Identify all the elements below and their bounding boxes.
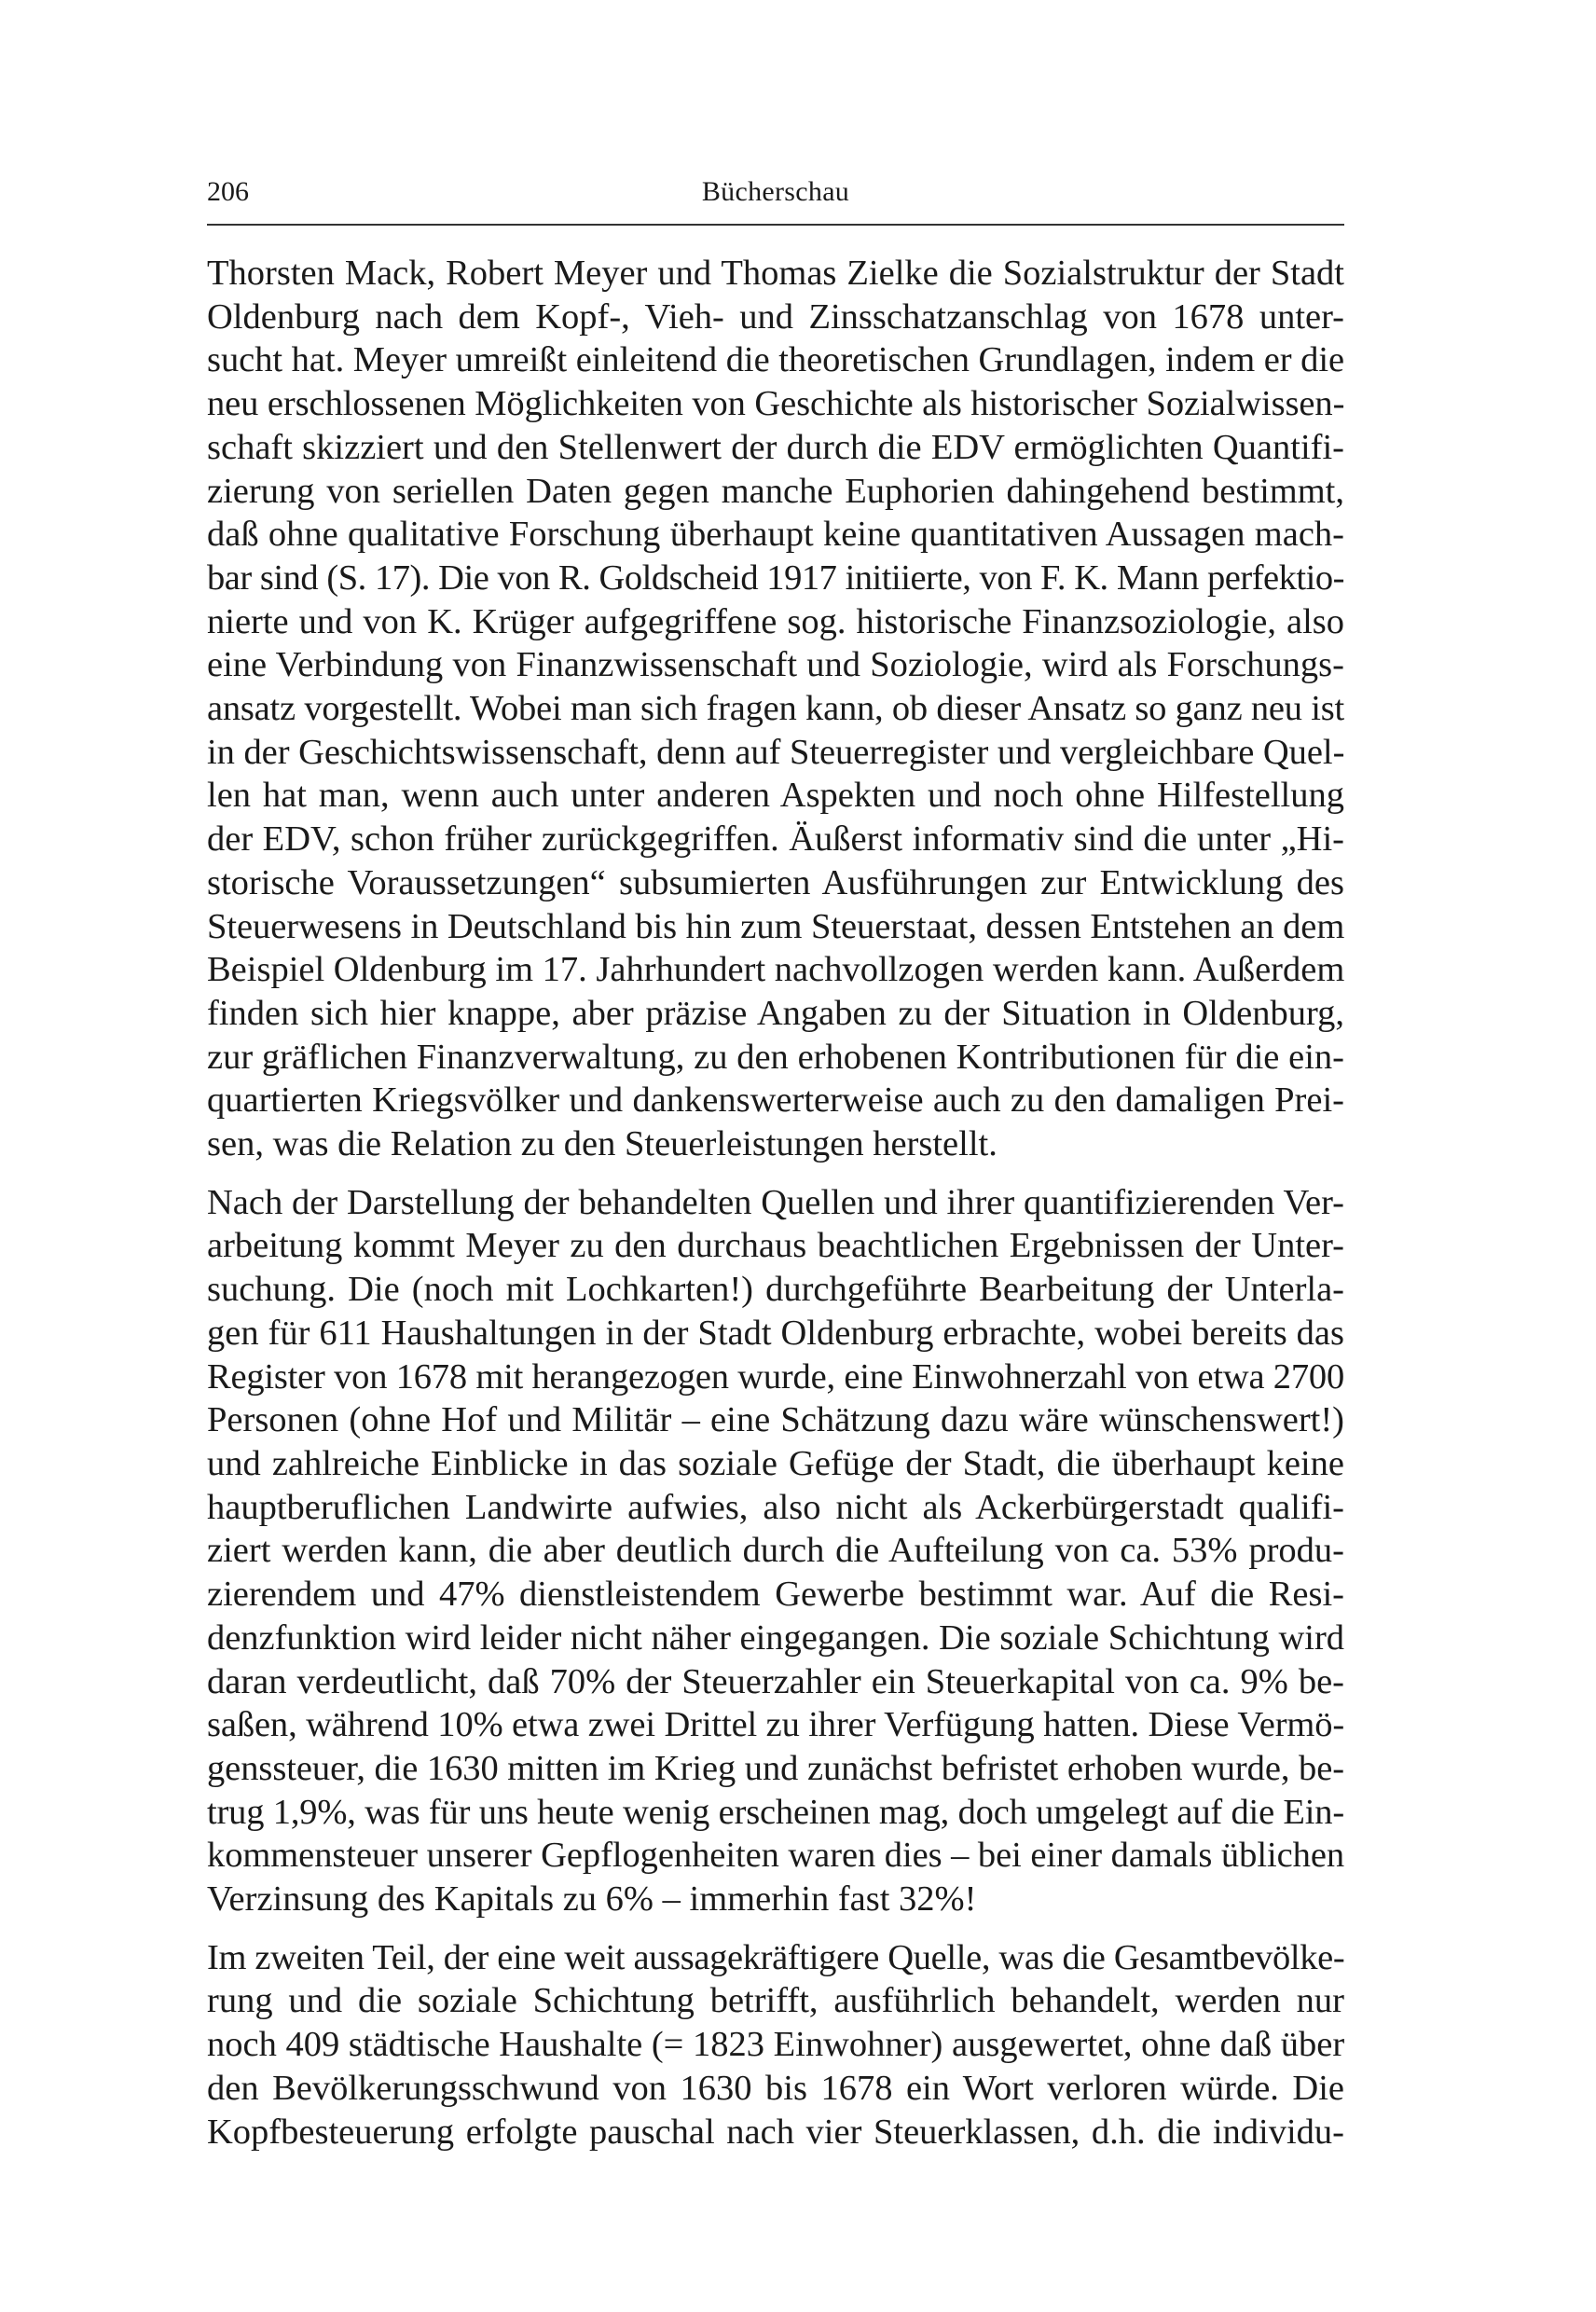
header-rule — [207, 224, 1344, 226]
text-line: denzfunktion wird leider nicht näher eingegangen. Die soziale Schichtung wird — [207, 1617, 1344, 1658]
text-line: Steuerwesens in Deutschland bis hin zum Steuerstaat, dessen Entstehen an dem — [207, 906, 1345, 946]
text-line: rung und die soziale Schichtung betrifft, ausführlich behandelt, werden nur — [207, 1981, 1344, 2021]
section-title: Bücherschau — [701, 176, 850, 207]
text-line: der EDV, schon früher zurückgegriffen. Äußerst informativ sind die unter „Hi- — [207, 819, 1344, 860]
text-line: finden sich hier knappe, aber präzise Angaben zu der Situation in Oldenburg, — [207, 993, 1344, 1033]
running-head — [207, 173, 1344, 211]
text-line: suchung. Die (noch mit Lochkarten!) durchgeführte Bearbeitung der Unterla- — [207, 1270, 1344, 1310]
text-line: bar sind (S. 17). Die von R. Goldscheid 1917 initiierte, von F. K. Mann perfektio- — [207, 557, 1344, 598]
text-line: daran verdeutlicht, daß 70% der Steuerzahler ein Steuerkapital von ca. 9% be- — [207, 1661, 1344, 1701]
text-line: schaft skizziert und den Stellenwert der durch die EDV ermöglichten Quantifi- — [207, 427, 1344, 467]
text-line: eine Verbindung von Finanzwissenschaft und Soziologie, wird als Forschungs- — [207, 645, 1344, 685]
text-line: den Bevölkerungsschwund von 1630 bis 1678 ein Wort verloren würde. Die — [207, 2068, 1344, 2108]
text-line: saßen, während 10% etwa zwei Drittel zu ihrer Verfügung hatten. Diese Vermö- — [207, 1705, 1345, 1745]
text-line: quartierten Kriegsvölker und dankenswerterweise auch zu den damaligen Prei- — [207, 1080, 1344, 1121]
text-line: Verzinsung des Kapitals zu 6% – immerhin fast 32%! — [207, 1879, 977, 1920]
text-line: hauptberuflichen Landwirte aufwies, also nicht als Ackerbürgerstadt qualifi- — [207, 1487, 1344, 1527]
text-line: storische Voraussetzungen“ subsumierten Ausführungen zur Entwicklung des — [207, 862, 1344, 902]
text-line: Thorsten Mack, Robert Meyer und Thomas Zielke die Sozialstruktur der Stadt — [207, 254, 1344, 293]
text-line: zierung von seriellen Daten gegen manche Euphorien dahingehend bestimmt, — [207, 471, 1344, 511]
text-line: sen, was die Relation zu den Steuerleistungen herstellt. — [207, 1124, 998, 1164]
text-line: sucht hat. Meyer umreißt einleitend die theoretischen Grundlagen, indem er die — [207, 340, 1345, 380]
text-line: Personen (ohne Hof und Militär – eine Schätzung dazu wäre wünschenswert!) — [207, 1400, 1344, 1440]
text-line: Kopfbesteuerung erfolgte pauschal nach vier Steuerklassen, d.h. die individu- — [207, 2112, 1344, 2152]
text-line: Nach der Darstellung der behandelten Quellen und ihrer quantifizierenden Ver- — [207, 1182, 1344, 1222]
body-text — [207, 252, 1344, 2154]
text-line: trug 1,9%, was für uns heute wenig erscheinen mag, doch umgelegt auf die Ein- — [207, 1792, 1344, 1832]
paragraph — [207, 252, 1344, 1166]
text-line: nierte und von K. Krüger aufgegriffene sog. historische Finanzsoziologie, also — [207, 601, 1344, 641]
text-line: Oldenburg nach dem Kopf-, Vieh- und Zinsschatzanschlag von 1678 unter- — [207, 296, 1344, 337]
text-line: arbeitung kommt Meyer zu den durchaus beachtlichen Ergebnissen der Unter- — [207, 1226, 1344, 1266]
text-line: noch 409 städtische Haushalte (= 1823 Einwohner) ausgewertet, ohne daß über — [207, 2025, 1345, 2065]
text-line: ziert werden kann, die aber deutlich durch die Aufteilung von ca. 53% produ- — [207, 1531, 1344, 1571]
text-line: und zahlreiche Einblicke in das soziale Gefüge der Stadt, die überhaupt keine — [207, 1443, 1344, 1483]
text-line: ansatz vorgestellt. Wobei man sich fragen kann, ob dieser Ansatz so ganz neu ist — [207, 689, 1344, 729]
text-line: Beispiel Oldenburg im 17. Jahrhundert nachvollzogen werden kann. Außerdem — [207, 950, 1345, 990]
text-line: daß ohne qualitative Forschung überhaupt keine quantitativen Aussagen mach- — [207, 515, 1344, 555]
text-line: genssteuer, die 1630 mitten im Krieg und zunächst befristet erhoben wurde, be- — [207, 1748, 1344, 1788]
text-line: zierendem und 47% dienstleistendem Gewerbe bestimmt war. Auf die Resi- — [207, 1575, 1344, 1615]
text-line: len hat man, wenn auch unter anderen Aspekten und noch ohne Hilfestellung — [207, 776, 1344, 816]
page-number: 206 — [207, 176, 249, 207]
text-line: Register von 1678 mit herangezogen wurde, eine Einwohnerzahl von etwa 2700 — [207, 1356, 1344, 1397]
text-line: Im zweiten Teil, der eine weit aussagekräftigere Quelle, was die Gesamtbevölke- — [207, 1937, 1345, 1977]
text-line: gen für 611 Haushaltungen in der Stadt Oldenburg erbrachte, wobei bereits das — [207, 1313, 1344, 1353]
text-line: in der Geschichtswissenschaft, denn auf Steuerregister und vergleichbare Quel- — [207, 732, 1345, 772]
text-line: zur gräflichen Finanzverwaltung, zu den erhobenen Kontributionen für die ein- — [207, 1037, 1344, 1077]
paragraph — [207, 1181, 1344, 1921]
paragraph — [207, 1936, 1344, 2154]
text-line: neu erschlossenen Möglichkeiten von Geschichte als historischer Sozialwissen- — [207, 384, 1345, 424]
text-line: kommensteuer unserer Gepflogenheiten waren dies – bei einer damals üblichen — [207, 1836, 1345, 1876]
